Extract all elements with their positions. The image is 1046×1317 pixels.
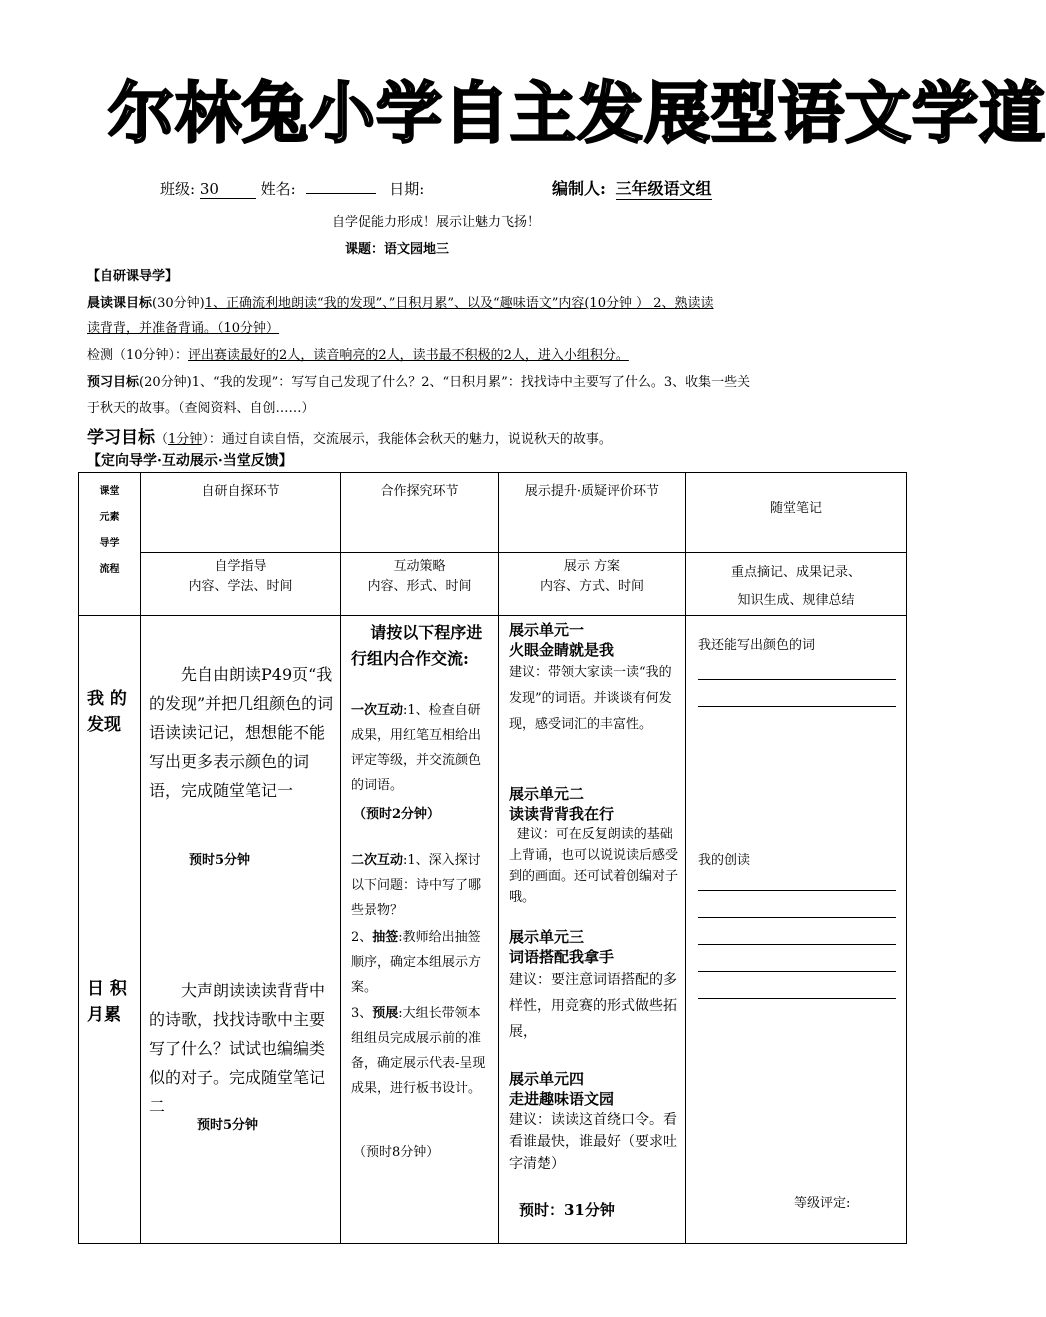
row-label-discovery: 我 的 xyxy=(87,689,127,709)
class-field xyxy=(160,178,424,199)
coop-subheader: 互动策略 内容、形式、时间 xyxy=(341,553,499,616)
notes-col-header: 随堂笔记 xyxy=(686,473,907,553)
name-label: 姓名: xyxy=(260,180,296,198)
row-label-accumulation: 日 积 xyxy=(87,979,127,999)
show-col-header: 展示提升·质疑评价环节 xyxy=(499,473,686,553)
preview-goal xyxy=(87,371,750,390)
note1-lines[interactable] xyxy=(698,653,896,707)
coop-step-3: 2、抽签:教师给出抽签顺序，确定本组展示方案。 xyxy=(351,930,482,995)
row-label-discovery: 发现 xyxy=(87,715,121,735)
study-label: 学习目标 xyxy=(87,428,155,448)
flow-label: 流程 xyxy=(99,564,120,575)
flow-label: 课堂 xyxy=(99,486,120,497)
page-title: 尔林兔小学自主发展型语文学道 xyxy=(108,75,1046,152)
preview-goal-cont: 于秋天的故事。（查阅资料、自创……） xyxy=(87,401,315,416)
self-study-task-2: 大声朗读读读背背中的诗歌，找找诗歌中主要写了什么？试试也编编类似的对子。完成随堂笔记二 xyxy=(149,981,326,1116)
row-labels xyxy=(79,616,141,1244)
notes-cell xyxy=(686,616,907,1244)
lesson-table xyxy=(78,472,907,1244)
show-subheader: 展示 方案 内容、方式、时间 xyxy=(499,553,686,616)
morning-time: (30分钟) xyxy=(152,296,205,311)
morning-goal xyxy=(87,292,714,311)
self-time-2: 预时5分钟 xyxy=(197,1118,259,1133)
check-goal xyxy=(87,344,629,363)
flow-label: 元素 xyxy=(99,512,120,523)
show-cell xyxy=(499,616,686,1244)
show-unit-4: 展示单元四 走进趣味语文园 建议：读读这首绕口令。看看谁最快，谁最好（要求吐字清楚） xyxy=(509,1070,677,1172)
coop-title: 请按以下程序进行组内合作交流: xyxy=(351,623,483,668)
coop-step-4: 3、预展:大组长带领本组组员完成展示前的准备，确定展示代表-呈现成果，进行板书设计。 xyxy=(351,1006,486,1096)
editor xyxy=(552,176,712,200)
note2-label: 我的创读 xyxy=(698,853,751,868)
coop-step-1: 一次互动:1、检查自研成果，用红笔互相给出评定等级，并交流颜色的词语。 xyxy=(351,703,482,793)
study-goal: 学习目标（1分钟）：通过自读自悟，交流展示，我能体会秋天的魅力，说说秋天的故事。 xyxy=(87,428,612,448)
self-study-heading: 【自研课导学】 xyxy=(87,269,179,284)
note1-label: 我还能写出颜色的词 xyxy=(698,638,816,653)
self-study-subheader: 自学指导 内容、学法、时间 xyxy=(141,553,341,616)
preview-label: 预习目标 xyxy=(87,375,140,390)
coop-cell xyxy=(341,616,499,1244)
study-time: 1分钟 xyxy=(168,432,203,447)
coop-time-2: （预时8分钟） xyxy=(353,1145,440,1160)
show-unit-3: 展示单元三 词语搭配我拿手 建议：要注意词语搭配的多样性，用竞赛的形式做些拓展， xyxy=(509,928,677,1040)
flow-label: 导学 xyxy=(99,538,120,549)
editor-value: 三年级语文组 xyxy=(616,176,712,200)
date-label: 日期: xyxy=(389,180,425,198)
coop-time-1: （预时2分钟） xyxy=(353,807,441,822)
coop-step-2: 二次互动:1、深入探讨以下问题：诗中写了哪些景物？ xyxy=(351,853,482,918)
editor-label: 编制人: xyxy=(552,179,606,198)
grade-label: 等级评定: xyxy=(794,1196,851,1211)
guide-heading: 【定向导学·互动展示·当堂反馈】 xyxy=(87,453,293,469)
class-value[interactable]: 30 xyxy=(200,180,256,199)
show-unit-2: 展示单元二 读读背背我在行 建议：可在反复朗读的基础上背诵，也可以说说读后感受到的画面。还可试着创编对子哦。 xyxy=(509,785,679,905)
preview-text: (20分钟)1、“我的发现”：写写自己发现了什么？2、“日积月累”：找找诗中主要写了什么。3、收集一些关 xyxy=(139,375,751,390)
study-text: ：通过自读自悟，交流展示，我能体会秋天的魅力，说说秋天的故事。 xyxy=(208,432,612,447)
self-study-task-1: 先自由朗读P49页“我的发现”并把几组颜色的词语读读记记，想想能不能写出更多表示颜色的词语，完成随堂笔记一 xyxy=(149,665,334,800)
morning-label: 晨读课目标 xyxy=(87,296,153,311)
lesson-title: 课题：语文园地三 xyxy=(345,242,450,257)
morning-goal-cont: 读背背，并准备背诵。（10分钟） xyxy=(87,321,280,336)
slogan: 自学促能力形成！展示让魅力飞扬！ xyxy=(332,215,541,230)
class-label: 班级: xyxy=(160,180,196,198)
check-label: 检测（10分钟）： xyxy=(87,348,189,363)
coop-col-header: 合作探究环节 xyxy=(341,473,499,553)
morning-text: 1、正确流利地朗读“我的发现”、”日积月累”、以及“趣味语文”内容(10分钟 ） 2、熟读读 xyxy=(204,296,714,311)
show-unit-1: 展示单元一 火眼金睛就是我 建议：带领大家读一读“我的发现”的词语。并谈谈有何发现，感受词汇的丰富性。 xyxy=(509,621,672,732)
self-study-cell xyxy=(141,616,341,1244)
flow-header xyxy=(79,473,141,616)
notes-subheader: 重点摘记、成果记录、 知识生成、规律总结 xyxy=(686,553,907,616)
note2-lines[interactable] xyxy=(698,864,896,999)
self-study-col-header: 自研自探环节 xyxy=(141,473,341,553)
name-field[interactable] xyxy=(306,193,376,194)
row-label-accumulation: 月累 xyxy=(87,1005,121,1025)
self-time-1: 预时5分钟 xyxy=(189,853,251,868)
check-text: 评出赛读最好的2人，读音响亮的2人，读书最不积极的2人，进入小组积分。 xyxy=(188,348,629,363)
show-time: 预时：31分钟 xyxy=(519,1201,615,1219)
